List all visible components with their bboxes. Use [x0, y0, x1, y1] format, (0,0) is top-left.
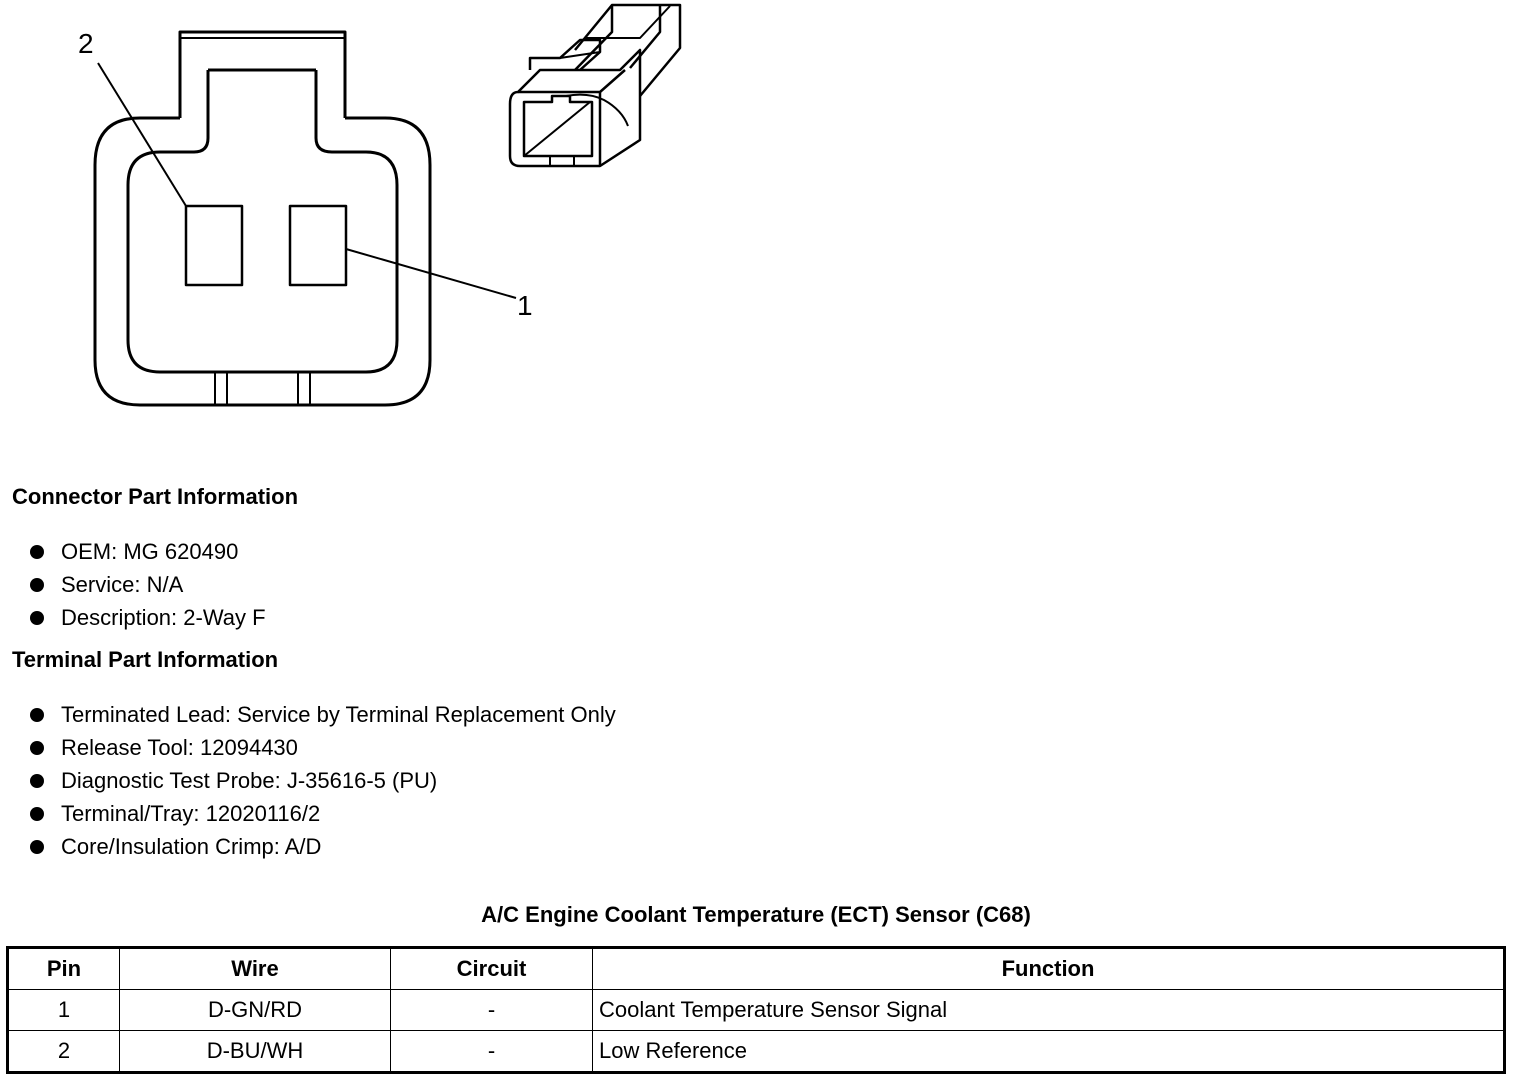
list-item: Diagnostic Test Probe: J-35616-5 (PU) [30, 764, 616, 797]
list-item: Service: N/A [30, 568, 266, 601]
bullet-icon [30, 708, 44, 722]
cell-circuit: - [391, 1031, 593, 1073]
pin-1-callout: 1 [517, 290, 533, 321]
table-row [8, 990, 1505, 1031]
cell-circuit: - [391, 990, 593, 1031]
header-pin: Pin [8, 948, 120, 990]
terminal-part-info-heading: Terminal Part Information [12, 647, 279, 672]
bullet-icon [30, 774, 44, 788]
pin-2-callout: 2 [78, 28, 94, 59]
list-item: Terminal/Tray: 12020116/2 [30, 797, 616, 830]
connector-part-info-list [30, 535, 266, 634]
cell-pin: 1 [8, 990, 120, 1031]
terminal-part-info-list [30, 698, 616, 863]
cell-function: Coolant Temperature Sensor Signal [593, 990, 1505, 1031]
connector-face-diagram [0, 0, 560, 430]
list-item: Description: 2-Way F [30, 601, 266, 634]
pinout-table [6, 946, 1506, 1074]
bullet-icon [30, 578, 44, 592]
table-header-row [8, 948, 1505, 990]
bullet-icon [30, 611, 44, 625]
bullet-icon [30, 545, 44, 559]
header-circuit: Circuit [391, 948, 593, 990]
list-item: OEM: MG 620490 [30, 535, 266, 568]
header-function: Function [593, 948, 1505, 990]
cell-pin: 2 [8, 1031, 120, 1073]
list-item: Core/Insulation Crimp: A/D [30, 830, 616, 863]
connector-isometric-diagram [500, 0, 700, 180]
header-wire: Wire [120, 948, 391, 990]
bullet-icon [30, 840, 44, 854]
cell-wire: D-GN/RD [120, 990, 391, 1031]
cell-wire: D-BU/WH [120, 1031, 391, 1073]
connector-part-info-heading: Connector Part Information [12, 484, 299, 509]
bullet-icon [30, 741, 44, 755]
table-row [8, 1031, 1505, 1073]
table-title: A/C Engine Coolant Temperature (ECT) Sensor (C68) [481, 902, 1031, 927]
list-item: Release Tool: 12094430 [30, 731, 616, 764]
cell-function: Low Reference [593, 1031, 1505, 1073]
bullet-icon [30, 807, 44, 821]
list-item: Terminated Lead: Service by Terminal Replacement Only [30, 698, 616, 731]
